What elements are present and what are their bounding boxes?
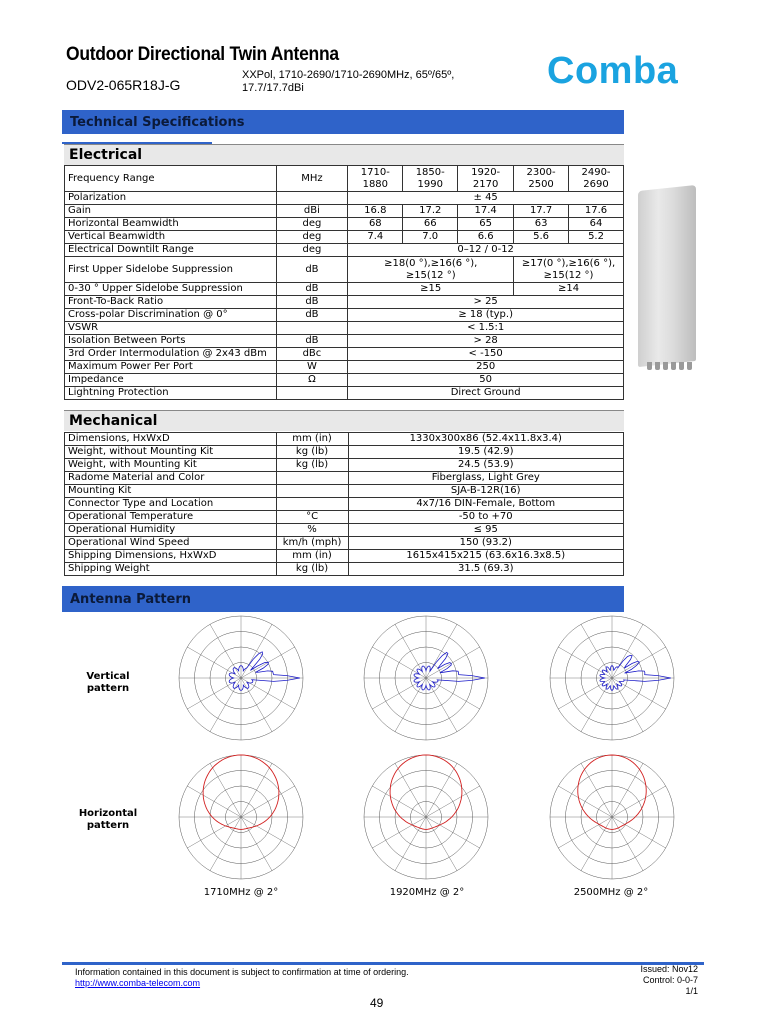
row-label: Operational Wind Speed <box>65 537 277 550</box>
table-row <box>65 335 624 348</box>
table-row <box>65 322 624 335</box>
mechanical-table <box>64 432 624 576</box>
row-unit <box>276 498 348 511</box>
table-row <box>65 218 624 231</box>
control-number: Control: 0-0-7 <box>642 975 698 985</box>
polar-grid-spoke <box>581 817 612 871</box>
product-subtitle <box>242 69 532 95</box>
row-value: 5.2 <box>569 231 624 244</box>
row-value: SJA-B-12R(16) <box>348 485 624 498</box>
row-unit: °C <box>276 511 348 524</box>
polar-grid-spoke <box>395 624 426 678</box>
row-unit: deg <box>276 218 348 231</box>
row-value: Direct Ground <box>348 387 624 400</box>
row-unit: dB <box>276 283 348 296</box>
row-label: Weight, without Mounting Kit <box>65 446 277 459</box>
row-unit: mm (in) <box>276 433 348 446</box>
polar-grid-spoke <box>612 624 643 678</box>
row-unit: dB <box>276 335 348 348</box>
table-row <box>65 498 624 511</box>
row-label: Front-To-Back Ratio <box>65 296 277 309</box>
row-value: 24.5 (53.9) <box>348 459 624 472</box>
table-row <box>65 550 624 563</box>
electrical-header: Electrical <box>64 144 624 165</box>
row-unit: W <box>276 361 348 374</box>
row-label: Mounting Kit <box>65 485 277 498</box>
subtitle-line-1: XXPol, 1710-2690/1710-2690MHz, 65º/65º, <box>242 69 455 81</box>
band-cell: 1850- 1990 <box>403 166 458 192</box>
row-unit: MHz <box>276 166 348 192</box>
row-value: 7.4 <box>348 231 403 244</box>
table-row <box>65 205 624 218</box>
row-unit: Ω <box>276 374 348 387</box>
antenna-pattern-plots <box>0 610 768 910</box>
polar-grid-spoke <box>612 678 643 732</box>
subtitle-line-2: 17.7/17.7dBi <box>242 82 304 94</box>
polar-grid-spoke <box>395 817 426 871</box>
row-value: < -150 <box>348 348 624 361</box>
table-row <box>65 283 624 296</box>
polar-grid-spoke <box>581 763 612 817</box>
freq-label-1920: 1920MHz @ 2° <box>389 887 465 898</box>
row-unit: deg <box>276 244 348 257</box>
polar-grid-spoke <box>241 817 272 871</box>
row-value: > 28 <box>348 335 624 348</box>
row-label: VSWR <box>65 322 277 335</box>
page-count: 1/1 <box>685 986 698 996</box>
row-label: 3rd Order Intermodulation @ 2x43 dBm <box>65 348 277 361</box>
table-row <box>65 563 624 576</box>
polar-grid-spoke <box>426 817 480 848</box>
polar-grid-spoke <box>210 763 241 817</box>
table-row <box>65 387 624 400</box>
polar-grid-spoke <box>426 817 457 871</box>
table-row <box>65 166 624 192</box>
table-row <box>65 472 624 485</box>
row-unit: kg (lb) <box>276 446 348 459</box>
row-value: 250 <box>348 361 624 374</box>
row-value: ≥14 <box>514 283 624 296</box>
model-number: ODV2-065R18J-G <box>66 77 181 93</box>
band-cell: 1920- 2170 <box>458 166 514 192</box>
comba-logo: Comba <box>547 50 679 92</box>
polar-grid-spoke <box>187 786 241 817</box>
freq-label-1710: 1710MHz @ 2° <box>203 887 279 898</box>
row-value: 17.7 <box>514 205 569 218</box>
document-title: Outdoor Directional Twin Antenna <box>66 44 339 65</box>
polar-grid-spoke <box>395 763 426 817</box>
row-label: Weight, with Mounting Kit <box>65 459 277 472</box>
row-value: 19.5 (42.9) <box>348 446 624 459</box>
row-label: 0-30 ° Upper Sidelobe Suppression <box>65 283 277 296</box>
polar-grid-spoke <box>372 817 426 848</box>
antenna-connectors <box>645 362 693 372</box>
mechanical-header: Mechanical <box>64 410 624 431</box>
row-value: 17.2 <box>403 205 458 218</box>
row-value: 1615x415x215 (63.6x16.3x8.5) <box>348 550 624 563</box>
table-row <box>65 348 624 361</box>
table-row <box>65 511 624 524</box>
antenna-pattern-header: Antenna Pattern <box>62 586 624 612</box>
polar-grid-spoke <box>395 678 426 732</box>
row-unit: deg <box>276 231 348 244</box>
row-value: < 1.5:1 <box>348 322 624 335</box>
row-label: Vertical Beamwidth <box>65 231 277 244</box>
vertical-pattern-trace <box>600 655 671 690</box>
page-number: 49 <box>370 996 384 1010</box>
table-row <box>65 485 624 498</box>
row-label: Electrical Downtilt Range <box>65 244 277 257</box>
row-unit <box>276 322 348 335</box>
row-value: 6.6 <box>458 231 514 244</box>
polar-grid-spoke <box>241 817 295 848</box>
row-value: > 25 <box>348 296 624 309</box>
row-label: Operational Temperature <box>65 511 277 524</box>
row-unit: kg (lb) <box>276 563 348 576</box>
vertical-pattern-label: Vertical pattern <box>86 671 130 694</box>
row-value: 5.6 <box>514 231 569 244</box>
row-value: 50 <box>348 374 624 387</box>
band-cell: 2490- 2690 <box>569 166 624 192</box>
row-label: Operational Humidity <box>65 524 277 537</box>
antenna-product-image <box>638 185 696 367</box>
polar-grid-spoke <box>612 763 643 817</box>
row-unit: % <box>276 524 348 537</box>
row-label: First Upper Sidelobe Suppression <box>65 257 277 283</box>
row-label: Shipping Dimensions, HxWxD <box>65 550 277 563</box>
row-unit: km/h (mph) <box>276 537 348 550</box>
row-value: 16.8 <box>348 205 403 218</box>
polar-grid-spoke <box>210 624 241 678</box>
row-unit: dB <box>276 257 348 283</box>
freq-label-2500: 2500MHz @ 2° <box>573 887 649 898</box>
polar-grid-spoke <box>372 647 426 678</box>
row-value: 65 <box>458 218 514 231</box>
polar-grid-spoke <box>558 817 612 848</box>
row-value: 66 <box>403 218 458 231</box>
row-value: 31.5 (69.3) <box>348 563 624 576</box>
row-value: -50 to +70 <box>348 511 624 524</box>
polar-grid-spoke <box>241 678 272 732</box>
row-value: 7.0 <box>403 231 458 244</box>
polar-grid-spoke <box>372 786 426 817</box>
row-label: Horizontal Beamwidth <box>65 218 277 231</box>
footer-website-link[interactable]: http://www.comba-telecom.com <box>75 978 201 988</box>
polar-grid-spoke <box>210 678 241 732</box>
table-row <box>65 192 624 205</box>
polar-grid-spoke <box>241 786 295 817</box>
row-value: ≤ 95 <box>348 524 624 537</box>
row-value: 150 (93.2) <box>348 537 624 550</box>
table-row <box>65 309 624 322</box>
table-row <box>65 537 624 550</box>
row-label: Maximum Power Per Port <box>65 361 277 374</box>
table-row <box>65 361 624 374</box>
row-label: Connector Type and Location <box>65 498 277 511</box>
row-label: Lightning Protection <box>65 387 277 400</box>
polar-grid-spoke <box>210 817 241 871</box>
issued-date: Issued: Nov12 <box>640 964 698 974</box>
row-value: 64 <box>569 218 624 231</box>
row-value: Fiberglass, Light Grey <box>348 472 624 485</box>
polar-grid-spoke <box>426 647 480 678</box>
row-unit <box>276 387 348 400</box>
band-cell: 2300- 2500 <box>514 166 569 192</box>
row-unit <box>276 485 348 498</box>
row-label: Impedance <box>65 374 277 387</box>
polar-grid-spoke <box>426 678 480 709</box>
row-value: 0–12 / 0-12 <box>348 244 624 257</box>
polar-grid-spoke <box>241 763 272 817</box>
row-label: Radome Material and Color <box>65 472 277 485</box>
table-row <box>65 459 624 472</box>
footer-disclaimer: Information contained in this document is subject to confirmation at time of ordering. <box>75 967 409 977</box>
table-row <box>65 244 624 257</box>
row-value: 68 <box>348 218 403 231</box>
table-row <box>65 446 624 459</box>
polar-grid-spoke <box>612 817 666 848</box>
row-value: 63 <box>514 218 569 231</box>
row-value: 1330x300x86 (52.4x11.8x3.4) <box>348 433 624 446</box>
row-value: 4x7/16 DIN-Female, Bottom <box>348 498 624 511</box>
row-label: Shipping Weight <box>65 563 277 576</box>
electrical-table <box>64 165 624 400</box>
row-value: ≥15 <box>348 283 514 296</box>
table-row <box>65 374 624 387</box>
row-value: ≥17(0 °),≥16(6 °), ≥15(12 °) <box>514 257 624 283</box>
polar-grid-spoke <box>426 763 457 817</box>
technical-specifications-header: Technical Specifications <box>62 110 624 134</box>
horizontal-pattern-label: Horizontal pattern <box>78 808 138 831</box>
band-cell: 1710- 1880 <box>348 166 403 192</box>
row-label: Cross-polar Discrimination @ 0° <box>65 309 277 322</box>
footer-issue-info <box>600 964 698 997</box>
table-row <box>65 524 624 537</box>
row-label: Dimensions, HxWxD <box>65 433 277 446</box>
row-value: ≥ 18 (typ.) <box>348 309 624 322</box>
row-unit: dBc <box>276 348 348 361</box>
row-unit <box>276 192 348 205</box>
polar-grid-spoke <box>581 624 612 678</box>
row-value: ± 45 <box>348 192 624 205</box>
table-row <box>65 257 624 283</box>
row-value: ≥18(0 °),≥16(6 °), ≥15(12 °) <box>348 257 514 283</box>
table-row <box>65 231 624 244</box>
row-label: Frequency Range <box>65 166 277 192</box>
table-row <box>65 296 624 309</box>
polar-grid-spoke <box>187 817 241 848</box>
polar-grid-spoke <box>612 817 643 871</box>
row-label: Polarization <box>65 192 277 205</box>
row-value: 17.6 <box>569 205 624 218</box>
row-unit: dB <box>276 296 348 309</box>
polar-grid-spoke <box>241 624 272 678</box>
row-value: 17.4 <box>458 205 514 218</box>
row-label: Isolation Between Ports <box>65 335 277 348</box>
row-unit: kg (lb) <box>276 459 348 472</box>
polar-grid-spoke <box>581 678 612 732</box>
polar-grid-spoke <box>426 786 480 817</box>
row-unit: dB <box>276 309 348 322</box>
polar-grid-spoke <box>426 678 457 732</box>
row-unit: mm (in) <box>276 550 348 563</box>
row-label: Gain <box>65 205 277 218</box>
row-unit <box>276 472 348 485</box>
polar-grid-spoke <box>372 678 426 709</box>
row-unit: dBi <box>276 205 348 218</box>
table-row <box>65 433 624 446</box>
